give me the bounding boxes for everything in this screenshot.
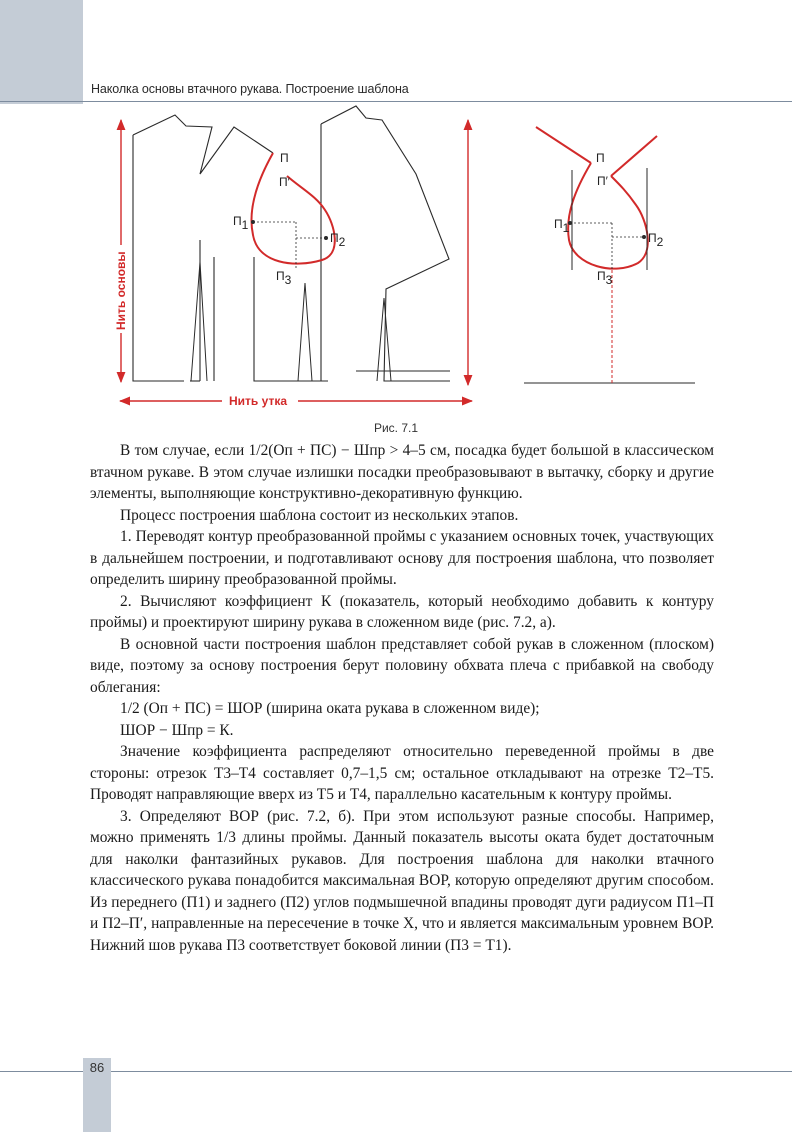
footer-rule — [0, 1071, 792, 1072]
formula-line: 1/2 (Оп + ПС) = ШОР (ширина оката рукава в сложенном виде); — [120, 700, 540, 717]
label-P1-right: П1 — [554, 217, 570, 235]
page-number: 86 — [89, 1060, 105, 1075]
armhole-detail-right — [524, 127, 695, 383]
running-header: Наколка основы втачного рукава. Построение шаблона — [91, 82, 409, 96]
paragraph: 2. Вычисляют коэффициент К (показатель, который необходимо добавить к контуру проймы) и проектируют ширину рукава в сложенном виде (рис. 7.2, а). — [90, 592, 714, 631]
figure-7-1 — [0, 102, 792, 442]
paragraph: Значение коэффициента распределяют относительно переведенной проймы в две стороны: отрезок Т3–Т4 составляет 0,7–1,5 см; остальное откладывают на отрезке Т2–Т5. Проводят направляющие вверх из Т5 и Т4, параллельно касательным к контуру проймы. — [90, 743, 714, 803]
paragraph: 1. Переводят контур преобразованной проймы с указанием основных точек, участвующих в дальнейшем построении, и подготавливают основу для построения шаблона, что позволяет определить ширину преобразованной проймы. — [90, 528, 714, 588]
formula-line: ШОР − Шпр = К. — [120, 721, 234, 739]
body-text — [90, 440, 714, 956]
bodice-outline — [133, 106, 450, 381]
paragraph: 3. Определяют ВОР (рис. 7.2, б). При этом используют разные способы. Например, можно применять 1/3 длины проймы. Данный показатель высоты оката будет достаточным для наколки фантазийных рукавов. Для построения шаблона для наколки втачного классического рукава понадобится максимальная ВОР, которую определяют другим способом. Из переднего (П1) и заднего (П2) углов подмышечной впадины проводят дуги радиусом П1–П и П2–П′, направленные на пересечение в точке X, что и является максимальным уровнем ВОР. Нижний шов рукава П3 соответствует боковой линии (П3 = Т1). — [90, 807, 714, 954]
armhole-curve-left — [251, 153, 334, 264]
label-P2-left: П2 — [330, 231, 346, 249]
label-P-prime-left: П′ — [279, 175, 290, 189]
label-P-left: П — [280, 151, 289, 165]
label-P-right: П — [596, 151, 605, 165]
armhole-points-left — [251, 220, 328, 240]
figure-caption: Рис. 7.1 — [373, 421, 419, 435]
label-P3-left: П3 — [276, 269, 292, 287]
top-color-band — [0, 0, 83, 84]
label-P1-left: П1 — [233, 214, 249, 232]
paragraph: В том случае, если 1/2(Оп + ПС) − Шпр > 4–5 см, посадка будет большой в классическом втачном рукаве. В этом случае излишки посадки преобразовывают в вытачку, сборку и другие элементы, выполняющие конструктивно-декоративную функцию. — [90, 442, 714, 502]
label-P3-right: П3 — [597, 269, 613, 287]
paragraph: В основной части построения шаблон представляет собой рукав в сложенном (плоском) виде, поэтому за основу построения берут половину обхвата плеча с прибавкой на свободу облегания: — [90, 635, 714, 696]
label-P2-right: П2 — [648, 231, 664, 249]
label-P-prime-right: П′ — [597, 174, 608, 188]
weft-label: Нить утка — [229, 394, 288, 408]
warp-label: Нить основы — [114, 251, 128, 330]
paragraph: Процесс построения шаблона состоит из нескольких этапов. — [120, 506, 519, 524]
